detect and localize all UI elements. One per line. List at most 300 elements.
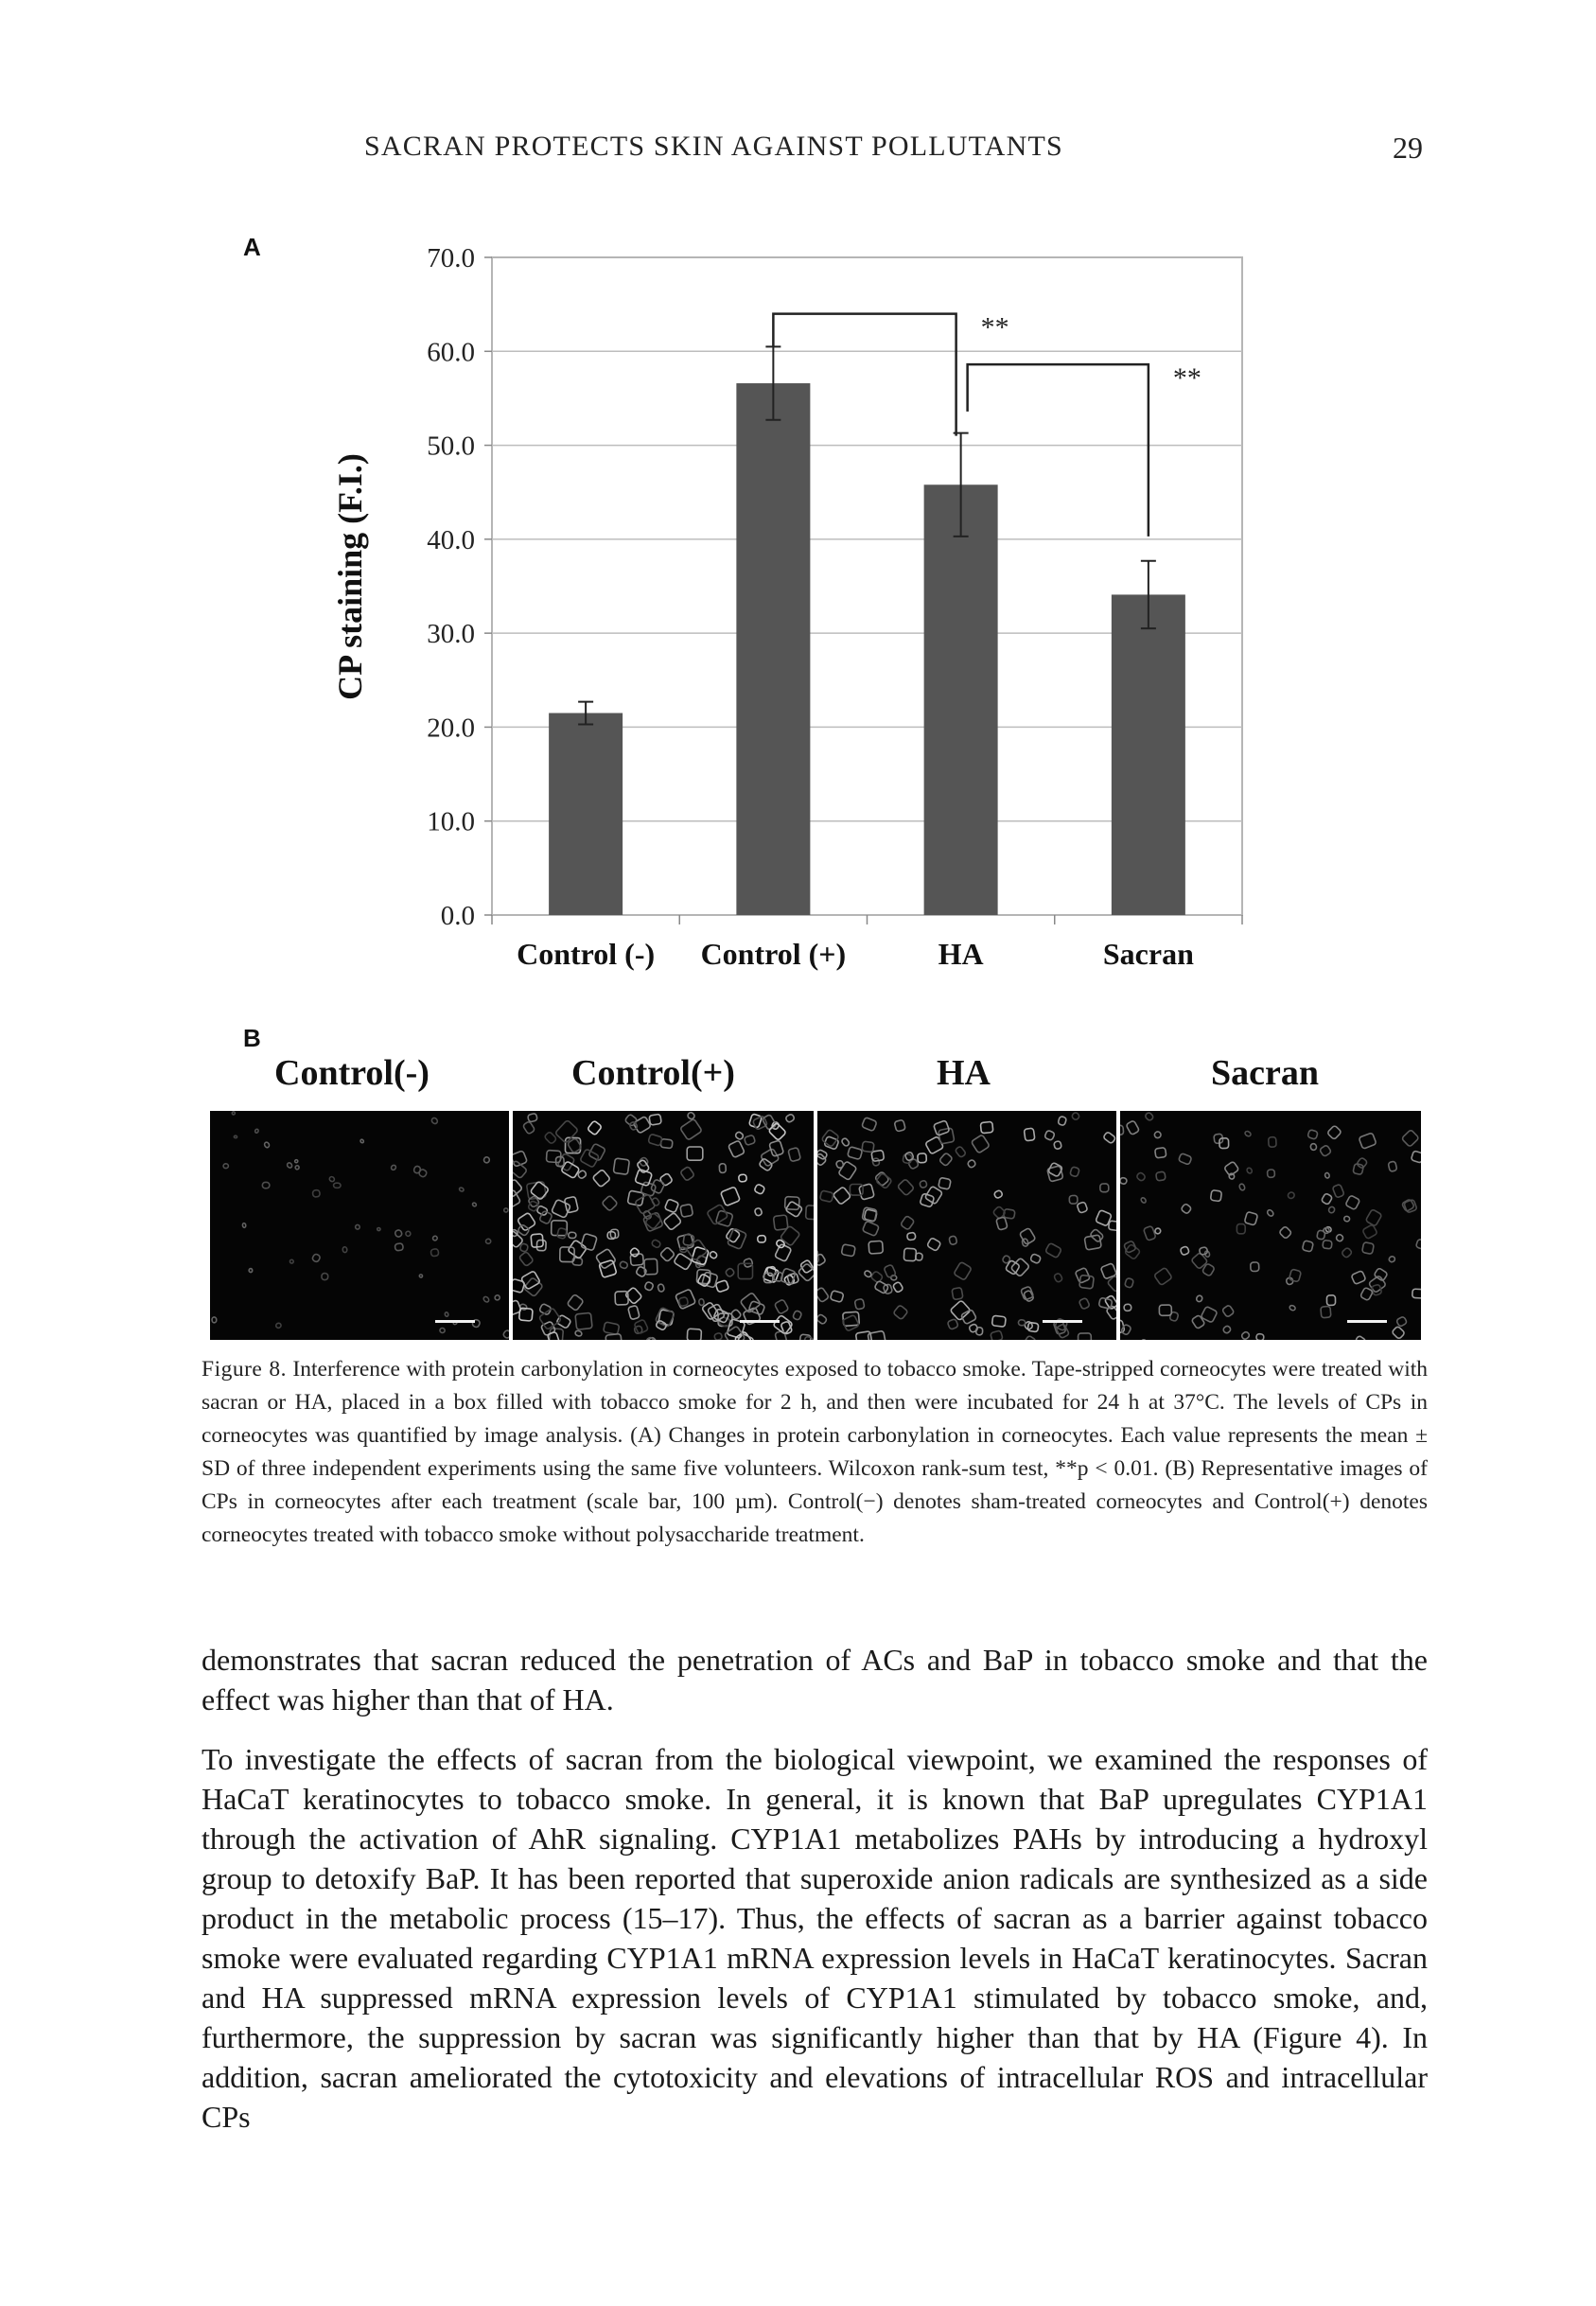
cell-outline	[1415, 1239, 1421, 1249]
cell-outline	[1125, 1277, 1134, 1288]
bar-3	[1112, 594, 1185, 915]
cell-outline	[841, 1137, 851, 1147]
cell-outline	[680, 1118, 703, 1140]
cell-outline	[311, 1253, 321, 1262]
cell-outline	[872, 1158, 880, 1167]
cell-outline	[482, 1295, 490, 1303]
bar-1	[736, 383, 810, 915]
cell-outline	[1154, 1267, 1173, 1285]
micrograph-ha	[817, 1111, 1116, 1340]
body-paragraph-1: demonstrates that sacran reduced the penetration of ACs and BaP in tobacco smoke and that the effect was higher than that of HA.	[202, 1643, 1428, 1716]
body-paragraph-2: To investigate the effects of sacran from the biological viewpoint, we examined the responses of HaCaT keratinocytes to tobacco smoke. In general, it is known that BaP upregulates CYP1A1 through the activation of AhR signaling. CYP1A1 metabolizes PAHs by introducing a hydroxyl group to detoxify BaP. It has been reported that superoxide anion radicals are synthesized as a side product in the metabolic process (15–17). Thus, the effects of sacran as a barrier against tobacco smoke were evaluated regarding CYP1A1 mRNA expression levels in HaCaT keratinocytes. Sacran and HA suppressed mRNA expression levels of CYP1A1 stimulated by tobacco smoke, and, furthermore, the suppression by sacran was significantly higher than that by HA (Figure 4). In addition, sacran ameliorated the cytotoxicity and elevations of intracellular ROS and intracellular CPs	[202, 1742, 1428, 2134]
x-tick-label: Control (+)	[700, 937, 847, 971]
cell-outline	[1156, 1171, 1166, 1181]
cell-outline	[1124, 1304, 1131, 1311]
cell-outline	[1109, 1221, 1116, 1231]
cell-outline	[294, 1165, 300, 1171]
cell-outline	[439, 1328, 445, 1333]
cell-outline	[249, 1269, 253, 1273]
cell-outline	[575, 1312, 592, 1329]
cell-outline	[592, 1170, 610, 1188]
cell-outline	[595, 1248, 616, 1269]
cell-outline	[1228, 1172, 1235, 1179]
cell-outline	[223, 1164, 228, 1169]
cell-outline	[954, 1261, 972, 1280]
cell-outline	[1030, 1254, 1042, 1264]
cell-outline	[938, 1177, 952, 1189]
cell-outline	[567, 1294, 584, 1311]
cell-outline	[848, 1147, 863, 1160]
cell-outline	[503, 1207, 508, 1212]
cell-outline	[1396, 1316, 1408, 1327]
cell-outline	[1191, 1314, 1205, 1329]
cell-outline	[724, 1326, 745, 1340]
y-tick-label: 20.0	[427, 713, 475, 744]
cell-outline	[1342, 1247, 1353, 1259]
y-tick-label: 40.0	[427, 524, 475, 555]
cell-outline	[1079, 1297, 1090, 1310]
cell-outline	[862, 1141, 874, 1153]
running-head: SACRAN PROTECTS SKIN AGAINST POLLUTANTS	[364, 131, 1063, 162]
bar-2	[924, 484, 998, 915]
scale-bar	[1347, 1320, 1387, 1323]
cell-outline	[1137, 1339, 1150, 1340]
micrograph-strip	[210, 1111, 1421, 1340]
cell-outline	[938, 1128, 955, 1144]
cell-outline	[659, 1173, 673, 1187]
cell-outline	[996, 1217, 1008, 1230]
cell-outline	[1326, 1295, 1335, 1306]
image-label-ha: HA	[937, 1053, 991, 1093]
cell-outline	[698, 1298, 704, 1306]
cell-outline	[1098, 1297, 1113, 1309]
cell-outline	[1025, 1335, 1036, 1340]
cell-outline	[674, 1253, 693, 1270]
cell-outline	[1267, 1170, 1274, 1178]
cell-outline	[1054, 1273, 1063, 1283]
cell-outline	[1388, 1256, 1395, 1263]
image-label-control-plus: Control(+)	[571, 1053, 735, 1093]
cell-outline	[536, 1241, 546, 1251]
cell-outline	[1324, 1172, 1330, 1179]
y-tick-label: 0.0	[440, 901, 475, 931]
cell-outline	[800, 1259, 814, 1274]
cell-outline	[1362, 1242, 1375, 1255]
micrograph-control-plus	[513, 1111, 814, 1340]
cell-outline	[773, 1215, 788, 1230]
y-tick-label: 30.0	[427, 619, 475, 650]
cell-outline	[1222, 1325, 1232, 1334]
cell-outline	[1120, 1125, 1124, 1135]
cell-outline	[1070, 1167, 1080, 1177]
cell-outline	[862, 1221, 879, 1236]
significance-label: **	[1172, 362, 1201, 395]
cell-outline	[1392, 1326, 1405, 1339]
cell-outline	[342, 1247, 347, 1253]
cell-outline	[817, 1287, 829, 1303]
cell-outline	[1159, 1305, 1171, 1315]
cell-outline	[502, 1329, 509, 1339]
cell-outline	[1100, 1184, 1109, 1192]
scale-bar	[740, 1320, 780, 1323]
cell-outline	[817, 1153, 827, 1166]
cell-outline	[1069, 1195, 1078, 1204]
cell-outline	[628, 1305, 640, 1319]
cell-outline	[430, 1249, 439, 1257]
cell-outline	[1279, 1226, 1292, 1240]
cell-outline	[830, 1291, 844, 1303]
cell-outline	[744, 1135, 755, 1145]
cell-outline	[234, 1135, 237, 1137]
cell-outline	[709, 1251, 718, 1259]
cell-outline	[527, 1113, 537, 1122]
x-tick-label: HA	[938, 937, 984, 971]
y-tick-label: 50.0	[427, 431, 475, 462]
cell-outline	[522, 1121, 535, 1135]
cell-outline	[920, 1193, 935, 1207]
cell-outline	[947, 1319, 958, 1330]
cell-outline	[613, 1158, 629, 1174]
micrograph-control-minus	[210, 1111, 509, 1340]
cell-outline	[602, 1195, 618, 1211]
micrograph-texture	[513, 1111, 814, 1340]
cell-outline	[636, 1266, 647, 1277]
cell-outline	[854, 1298, 865, 1310]
cell-outline	[605, 1334, 623, 1341]
cell-outline	[649, 1114, 661, 1125]
cell-outline	[1180, 1246, 1189, 1256]
figure-caption-text: Interference with protein carbonylation in corneocytes exposed to tobacco smoke. Tape-stripped corneocytes were treated with sacran or HA, placed in a box filled with tobacco smoke for 2 h, and then were incubated for 24 h at 37°C. The levels of CPs in corneocytes was quantified by image analysis. (A) Changes in protein carbonylation in corneocytes. Each value represents the mean ± SD of three independent experiments using the same five volunteers. Wilcoxon rank-sum test, **p < 0.01. (B) Representative images of CPs in corneocytes after each treatment (scale bar, 100 µm). Control(−) denotes sham-treated corneocytes and Control(+) denotes corneocytes treated with tobacco smoke without polysaccharide treatment.	[202, 1357, 1429, 1547]
cell-outline	[754, 1207, 763, 1216]
x-tick-label: Control (-)	[517, 937, 656, 971]
micrograph-texture	[210, 1111, 509, 1340]
cell-outline	[719, 1164, 726, 1173]
cell-outline	[687, 1329, 701, 1340]
cell-outline	[680, 1166, 695, 1181]
cell-outline	[1412, 1289, 1421, 1298]
cell-outline	[991, 1330, 1003, 1340]
bar-chart	[322, 227, 1277, 984]
cell-outline	[1210, 1190, 1221, 1202]
cell-outline	[430, 1117, 438, 1124]
cell-outline	[927, 1238, 941, 1252]
cell-outline	[212, 1317, 217, 1323]
cell-outline	[1289, 1305, 1296, 1311]
y-axis-label: CP staining (F.I.)	[331, 453, 369, 700]
page-number: 29	[1393, 131, 1423, 165]
cell-outline	[599, 1259, 617, 1277]
cell-outline	[842, 1314, 859, 1331]
cell-outline	[871, 1150, 885, 1161]
cell-outline	[1321, 1193, 1332, 1206]
cell-outline	[1027, 1322, 1039, 1331]
cell-outline	[1120, 1177, 1127, 1185]
cell-outline	[1357, 1157, 1368, 1169]
cell-outline	[254, 1129, 258, 1134]
cell-outline	[419, 1275, 422, 1277]
cell-outline	[659, 1247, 675, 1262]
cell-outline	[1345, 1195, 1360, 1210]
cell-outline	[991, 1315, 1006, 1327]
cell-outline	[1251, 1262, 1259, 1272]
cell-outline	[714, 1332, 723, 1340]
cell-outline	[725, 1267, 735, 1277]
cell-outline	[391, 1164, 397, 1171]
cell-outline	[377, 1227, 380, 1231]
cell-outline	[651, 1239, 661, 1248]
cell-outline	[294, 1159, 298, 1163]
cell-outline	[859, 1184, 875, 1200]
panel-b-label: B	[243, 1024, 261, 1052]
cell-outline	[864, 1270, 872, 1278]
cell-outline	[1335, 1234, 1343, 1242]
cell-outline	[939, 1153, 954, 1167]
cell-outline	[663, 1212, 681, 1230]
cell-outline	[1058, 1116, 1067, 1125]
y-tick-label: 70.0	[427, 243, 475, 273]
y-tick-label: 10.0	[427, 806, 475, 837]
cell-outline	[1071, 1112, 1080, 1121]
cell-outline	[445, 1311, 449, 1316]
micrograph-sacran	[1120, 1111, 1421, 1340]
cell-outline	[855, 1331, 872, 1340]
cell-outline	[1302, 1241, 1313, 1252]
cell-outline	[1021, 1286, 1034, 1300]
cell-outline	[552, 1199, 571, 1218]
cell-outline	[1145, 1112, 1154, 1121]
cell-outline	[588, 1120, 603, 1135]
cell-outline	[334, 1183, 342, 1188]
cell-outline	[949, 1236, 957, 1245]
cell-outline	[1365, 1209, 1382, 1226]
cell-outline	[483, 1156, 490, 1163]
cell-outline	[1351, 1271, 1366, 1285]
cell-outline	[838, 1161, 857, 1181]
cell-outline	[459, 1187, 465, 1191]
cell-outline	[925, 1136, 944, 1154]
cell-outline	[1056, 1324, 1070, 1339]
cell-outline	[262, 1182, 270, 1188]
cell-outline	[355, 1224, 360, 1230]
cell-outline	[1221, 1305, 1234, 1318]
cell-outline	[819, 1190, 833, 1203]
cell-outline	[328, 1176, 335, 1183]
cell-outline	[893, 1305, 908, 1320]
cell-outline	[1054, 1141, 1062, 1150]
cell-outline	[1323, 1241, 1332, 1249]
cell-outline	[761, 1148, 780, 1167]
cell-outline	[728, 1140, 745, 1158]
cell-outline	[1136, 1171, 1147, 1182]
cell-outline	[518, 1251, 534, 1266]
cell-outline	[793, 1311, 802, 1321]
cell-outline	[1244, 1211, 1257, 1225]
cell-outline	[360, 1139, 364, 1144]
y-tick-label: 60.0	[427, 337, 475, 368]
cell-outline	[1246, 1167, 1253, 1174]
cell-outline	[862, 1118, 877, 1132]
cell-outline	[894, 1119, 905, 1132]
cell-outline	[678, 1297, 688, 1307]
cell-outline	[1388, 1161, 1397, 1171]
cell-outline	[517, 1212, 536, 1231]
cell-outline	[322, 1273, 328, 1280]
cell-outline	[574, 1330, 582, 1337]
cell-outline	[950, 1300, 971, 1321]
cell-outline	[1355, 1335, 1366, 1340]
cell-outline	[395, 1243, 403, 1251]
cell-outline	[312, 1189, 320, 1197]
cell-outline	[494, 1294, 500, 1301]
cell-outline	[658, 1284, 665, 1293]
cell-outline	[1044, 1130, 1055, 1140]
cell-outline	[884, 1264, 896, 1278]
micrograph-texture	[817, 1111, 1116, 1340]
figure-caption	[202, 1353, 1428, 1552]
cell-outline	[1155, 1148, 1166, 1158]
x-tick-label: Sacran	[1102, 937, 1194, 971]
cell-outline	[920, 1180, 927, 1188]
cell-outline	[569, 1232, 576, 1238]
cell-outline	[785, 1114, 796, 1123]
cell-outline	[758, 1236, 766, 1242]
cell-outline	[687, 1112, 695, 1120]
cell-outline	[1360, 1287, 1374, 1301]
cell-outline	[817, 1250, 819, 1264]
cell-outline	[967, 1159, 976, 1169]
cell-outline	[1287, 1191, 1295, 1200]
cell-outline	[868, 1241, 883, 1254]
cell-outline	[519, 1243, 528, 1253]
cell-outline	[485, 1239, 491, 1244]
cell-outline	[1079, 1333, 1092, 1340]
cell-outline	[1401, 1130, 1419, 1148]
bar-0	[549, 713, 623, 915]
cell-outline	[739, 1174, 747, 1182]
cell-outline	[754, 1184, 765, 1195]
cell-outline	[715, 1280, 728, 1293]
cell-outline	[1343, 1216, 1350, 1223]
cell-outline	[242, 1223, 246, 1227]
cell-outline	[841, 1244, 855, 1257]
cell-outline	[806, 1206, 814, 1220]
cell-outline	[897, 1179, 914, 1196]
cell-outline	[648, 1134, 662, 1146]
cell-outline	[264, 1141, 271, 1148]
cell-outline	[1077, 1202, 1088, 1213]
cell-outline	[1143, 1225, 1156, 1241]
cell-outline	[892, 1281, 903, 1293]
cell-outline	[680, 1204, 693, 1217]
cell-outline	[651, 1179, 665, 1194]
micrograph-texture	[1120, 1111, 1421, 1340]
cell-outline	[1181, 1204, 1192, 1215]
cell-outline	[289, 1259, 294, 1264]
cell-outline	[581, 1233, 598, 1250]
cell-outline	[1196, 1294, 1203, 1302]
cell-outline	[1359, 1133, 1377, 1149]
cell-outline	[901, 1216, 915, 1231]
cell-outline	[275, 1323, 282, 1329]
cell-outline	[513, 1179, 522, 1198]
panel-a-label: A	[243, 233, 261, 261]
cell-outline	[918, 1153, 927, 1163]
cell-outline	[774, 1299, 788, 1314]
cell-outline	[1362, 1224, 1377, 1240]
cell-outline	[903, 1248, 916, 1261]
cell-outline	[1289, 1269, 1301, 1282]
cell-outline	[1307, 1130, 1318, 1140]
cell-outline	[1140, 1197, 1147, 1204]
cell-outline	[971, 1135, 990, 1153]
cell-outline	[768, 1122, 786, 1140]
cell-outline	[1045, 1242, 1062, 1258]
image-label-control-minus: Control(-)	[274, 1053, 430, 1093]
cell-outline	[287, 1162, 293, 1169]
cell-outline	[1327, 1125, 1342, 1140]
cell-outline	[664, 1199, 678, 1213]
cell-outline	[1256, 1333, 1264, 1340]
scale-bar	[1043, 1320, 1082, 1323]
cell-outline	[907, 1232, 917, 1241]
cell-outline	[1238, 1183, 1245, 1190]
cell-outline	[1244, 1131, 1252, 1137]
cell-outline	[720, 1187, 740, 1206]
cell-outline	[1371, 1284, 1381, 1295]
cell-outline	[1411, 1151, 1421, 1163]
cell-outline	[557, 1227, 568, 1239]
cell-outline	[568, 1240, 588, 1259]
figure-caption-label: Figure 8.	[202, 1357, 287, 1382]
cell-outline	[564, 1196, 578, 1213]
cell-outline	[675, 1289, 696, 1310]
cell-outline	[904, 1152, 914, 1161]
cell-outline	[432, 1235, 438, 1241]
scale-bar	[435, 1320, 475, 1323]
cell-outline	[1126, 1120, 1140, 1135]
cell-outline	[955, 1146, 966, 1158]
cell-outline	[395, 1229, 403, 1238]
cell-outline	[1153, 1131, 1162, 1139]
cell-outline	[734, 1131, 744, 1140]
cell-outline	[604, 1322, 620, 1335]
cell-outline	[1018, 1320, 1026, 1326]
cell-outline	[405, 1230, 412, 1237]
cell-outline	[1320, 1145, 1332, 1157]
cell-outline	[1103, 1132, 1116, 1144]
cell-outline	[788, 1148, 801, 1162]
cell-outline	[1267, 1209, 1274, 1218]
cell-outline	[1269, 1137, 1277, 1148]
image-label-sacran: Sacran	[1211, 1053, 1319, 1093]
cell-outline	[687, 1147, 703, 1160]
cell-outline	[1321, 1306, 1331, 1318]
cell-outline	[1310, 1143, 1317, 1151]
cell-outline	[952, 1288, 963, 1300]
cell-outline	[1374, 1268, 1388, 1281]
cell-outline	[803, 1336, 814, 1340]
cell-outline	[555, 1119, 579, 1143]
cell-outline	[1024, 1128, 1035, 1141]
cell-outline	[1121, 1324, 1132, 1335]
cell-outline	[1332, 1184, 1344, 1198]
cell-outline	[817, 1313, 828, 1325]
cell-outline	[980, 1121, 993, 1133]
cell-outline	[833, 1187, 851, 1205]
cell-outline	[472, 1202, 477, 1206]
cell-outline	[1236, 1224, 1245, 1234]
cell-outline	[993, 1189, 1003, 1199]
